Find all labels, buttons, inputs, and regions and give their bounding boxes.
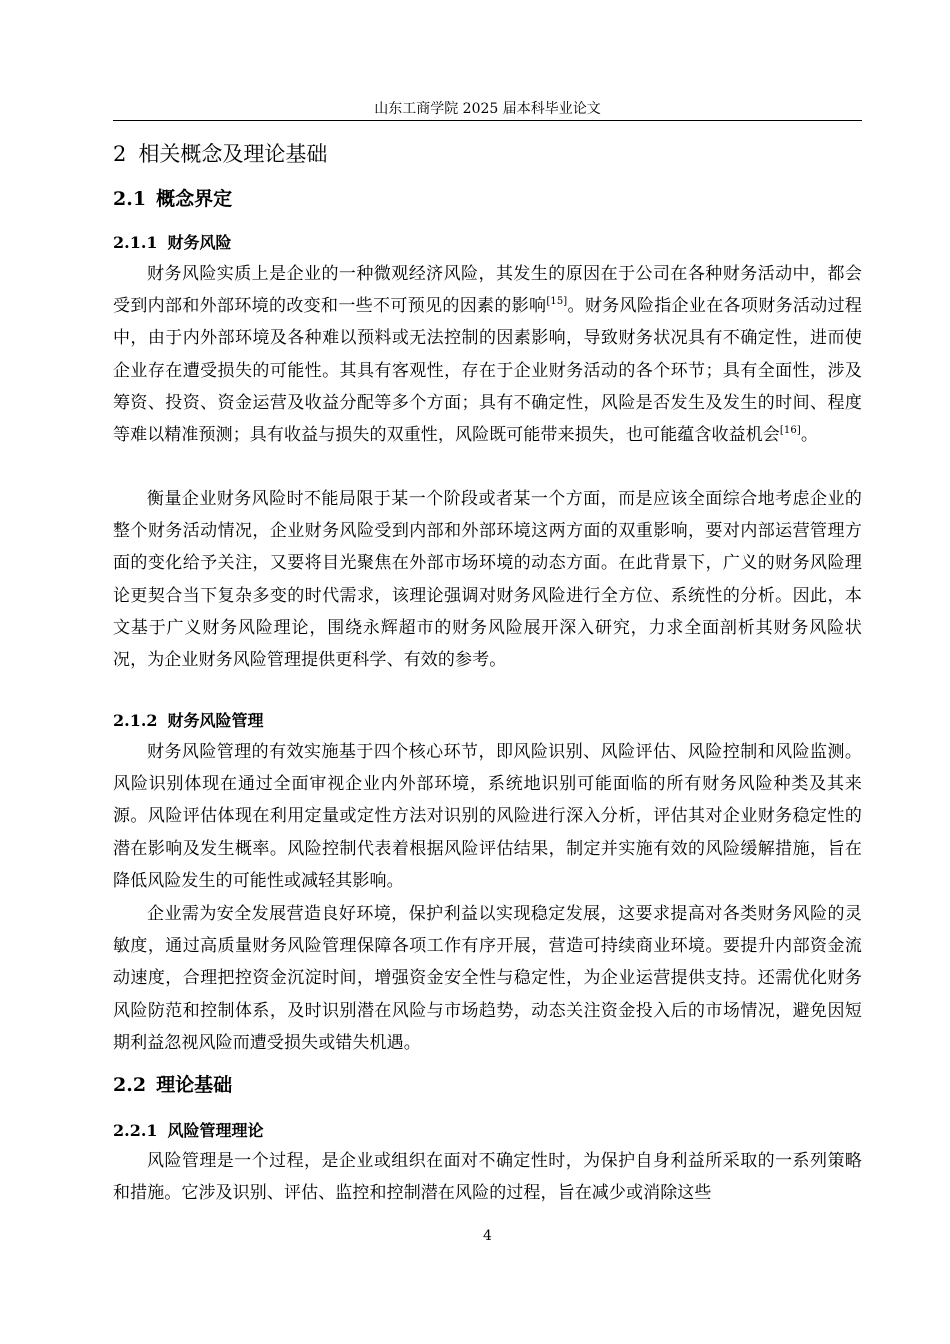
- subsection-number: 2.1.2: [113, 711, 158, 730]
- paragraph-risk-management-environment: 企业需为安全发展营造良好环境，保护利益以实现稳定发展，这要求提高对各类财务风险的灵敏度，通过高质量财务风险管理保障各项工作有序开展，营造可持续商业环境。要提升内部资金流动速度，合理把控资金沉淀时间，增强资金安全性与稳定性，为企业运营提供支持。还需优化财务风险防范和控制体系，及时识别潜在风险与市场趋势，动态关注资金投入后的市场情况，避免因短期利益忽视风险而遭受损失或错失机遇。: [113, 904, 862, 1053]
- subsection-heading-2-2-1: [113, 1120, 862, 1142]
- paragraph-financial-risk-measurement: 衡量企业财务风险时不能局限于某一个阶段或者某一个方面，而是应该全面综合地考虑企业的整个财务活动情况，企业财务风险受到内部和外部环境这两方面的双重影响，要对内部运营管理方面的变化给予关注，又要将目光聚焦在外部市场环境的动态方面。在此背景下，广义的财务风险理论更契合当下复杂多变的时代需求，该理论强调对财务风险进行全方位、系统性的分析。因此，本文基于广义财务风险理论，围绕永辉超市的财务风险展开深入研究，力求全面剖析其财务风险状况，为企业财务风险管理提供更科学、有效的参考。: [113, 489, 862, 671]
- subsection-title: 财务风险管理: [167, 711, 264, 730]
- section-number: 2.2: [113, 1074, 147, 1096]
- paragraph-text: 。财务风险指企业在各项财务活动过程中，由于内外部环境及各种难以预料或无法控制的因素影响，导致财务状况具有不确定性，进而使企业存在遭受损失的可能性。其具有客观性，存在于企业财务活动的各个环节；具有全面性，涉及筹资、投资、资金运营及收益分配等多个方面；具有不确定性，风险是否发生及发生的时间、程度等难以精准预测；具有收益与损失的双重性，风险既可能带来损失，也可能蕴含收益机会: [113, 296, 863, 446]
- subsection-number: 2.2.1: [113, 1121, 158, 1140]
- subsection-heading-2-1-2: [113, 710, 862, 732]
- section-heading-2-1: [113, 186, 862, 212]
- running-header: 山东工商学院 2025 届本科毕业论文: [374, 101, 601, 117]
- citation: [16]: [779, 425, 801, 437]
- paragraph-risk-management-theory: 风险管理是一个过程，是企业或组织在面对不确定性时，为保护自身利益所采取的一系列策略和措施。它涉及识别、评估、监控和控制潜在风险的过程，旨在减少或消除这些: [113, 1151, 862, 1204]
- paragraph-text: 。: [800, 425, 818, 446]
- citation: [15]: [546, 296, 568, 308]
- paragraph-risk-management-process: 财务风险管理的有效实施基于四个核心环节，即风险识别、风险评估、风险控制和风险监测。风险识别体现在通过全面审视企业内外部环境，系统地识别可能面临的所有财务风险种类及其来源。风险评估体现在利用定量或定性方法对识别的风险进行深入分析，评估其对企业财务稳定性的潜在影响及发生概率。风险控制代表着根据风险评估结果，制定并实施有效的风险缓解措施，旨在降低风险发生的可能性或减轻其影响。: [113, 742, 862, 891]
- chapter-title: 相关概念及理论基础: [138, 142, 328, 166]
- subsection-heading-2-1-1: [113, 232, 862, 254]
- subsection-title: 财务风险: [167, 233, 232, 252]
- section-heading-2-2: [113, 1072, 862, 1098]
- page-number: 4: [483, 1228, 492, 1244]
- paragraph-text: 财务风险实质上是企业的一种微观经济风险，其发生的原因在于公司在各种财务活动中，都会受到内部和外部环境的改变和一些不可预见的因素的影响: [113, 264, 862, 317]
- subsection-title: 风险管理理论: [167, 1121, 264, 1140]
- chapter-heading: [113, 140, 862, 168]
- header-rule: [113, 120, 862, 121]
- section-number: 2.1: [113, 188, 147, 210]
- subsection-number: 2.1.1: [113, 233, 158, 252]
- section-title: 理论基础: [156, 1074, 233, 1096]
- paragraph-financial-risk-definition: [113, 258, 862, 451]
- section-title: 概念界定: [156, 188, 233, 210]
- chapter-number: 2: [113, 142, 127, 166]
